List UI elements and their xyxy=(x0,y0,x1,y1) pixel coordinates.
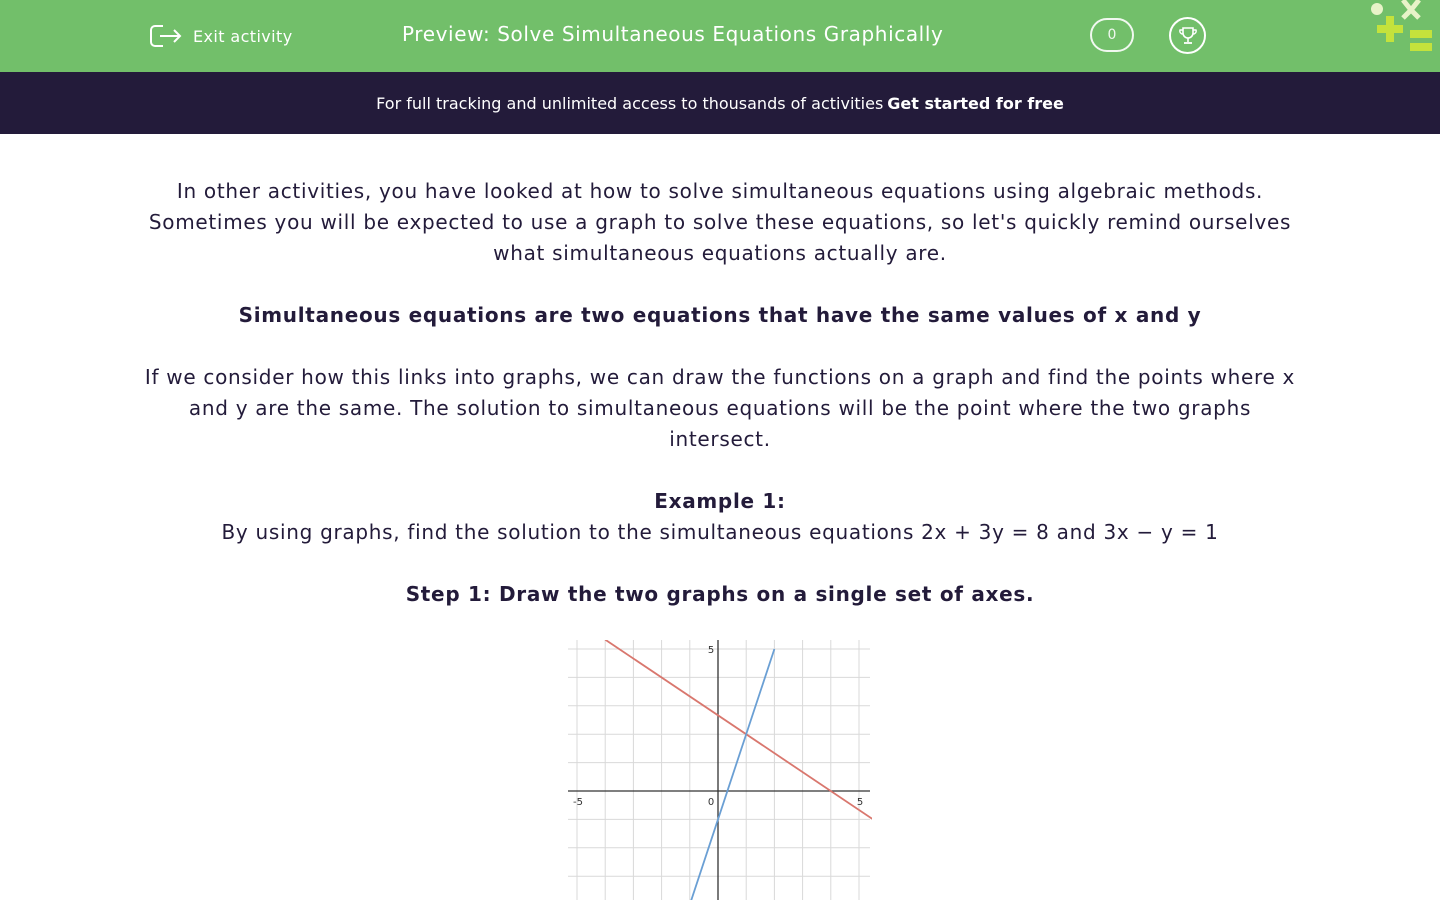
lesson-content xyxy=(140,176,1300,641)
tick-label-x-min: -5 xyxy=(573,797,583,808)
banner-text: For full tracking and unlimited access to thousands of activities xyxy=(376,93,884,113)
exit-icon xyxy=(149,21,183,51)
definition-text: Simultaneous equations are two equations that have the same values of x and y xyxy=(238,303,1202,327)
series-line-1 xyxy=(605,640,872,819)
page-title: Preview: Solve Simultaneous Equations Graphically xyxy=(402,22,944,46)
trophy-icon xyxy=(1177,25,1199,47)
example-text: By using graphs, find the solution to the simultaneous equations 2x + 3y = 8 and 3x − y = 1 xyxy=(221,520,1219,544)
upgrade-banner xyxy=(0,72,1440,134)
simultaneous-equations-graph xyxy=(566,640,872,900)
example-heading: Example 1: xyxy=(654,489,786,513)
get-started-link[interactable]: Get started for free xyxy=(887,93,1064,113)
tick-label-origin: 0 xyxy=(707,797,715,808)
intro-paragraph: In other activities, you have looked at how to solve simultaneous equations using algebraic methods. Sometimes you will be expected to use a graph to solve these equations, so let's quickly remind ourselves what simultaneous equations actually are. xyxy=(148,179,1292,265)
exit-activity-button[interactable] xyxy=(149,20,293,52)
trophy-button[interactable] xyxy=(1169,17,1206,54)
score-badge: 0 xyxy=(1090,18,1134,52)
step-1-heading: Step 1: Draw the two graphs on a single set of axes. xyxy=(405,582,1035,606)
exit-activity-label: Exit activity xyxy=(193,26,293,46)
top-bar xyxy=(0,0,1440,72)
graphs-paragraph: If we consider how this links into graphs, we can draw the functions on a graph and find the points where x and y are the same. The solution to simultaneous equations will be the point where the two graphs intersect. xyxy=(144,365,1296,451)
tick-label-y-max: 5 xyxy=(707,645,715,656)
brand-logo xyxy=(1364,0,1440,56)
series-line-2 xyxy=(684,649,774,900)
tick-label-x-max: 5 xyxy=(856,797,864,808)
